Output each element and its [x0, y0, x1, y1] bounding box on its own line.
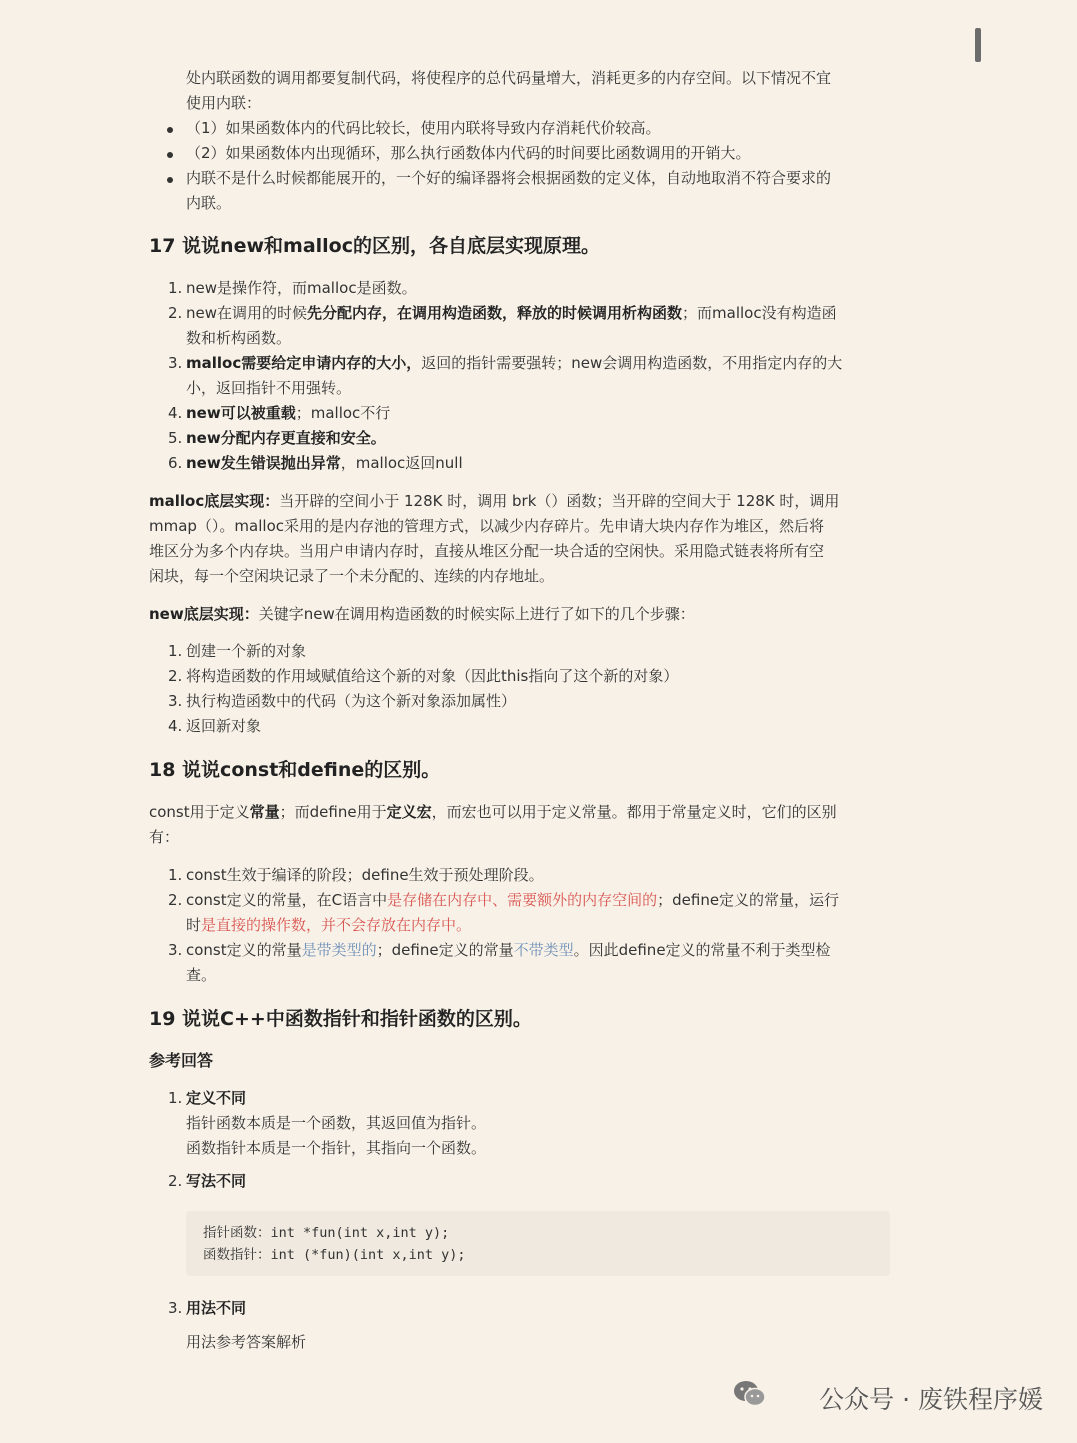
list-number: 1.: [168, 642, 183, 660]
q18-item-2-line-1: const定义的常量，在C语言中是存储在内存中、需要额外的内存空间的；define定义的常量，运行: [186, 891, 840, 909]
new-step-4: 返回新对象: [186, 717, 262, 735]
list-number: 3.: [168, 941, 183, 959]
q17-item-5: new分配内存更直接和安全。: [186, 429, 386, 447]
q17-item-1: new是操作符，而malloc是函数。: [186, 279, 417, 297]
list-number: 4.: [168, 717, 183, 735]
q19-section-1-title: 定义不同: [186, 1089, 247, 1107]
code-block: [186, 1211, 890, 1276]
bullet-dot: [167, 127, 173, 133]
malloc-impl-line-3: 堆区分为多个内存块。当用户申请内存时，直接从堆区分配一块合适的空闲快。采用隐式链表将所有空: [149, 542, 825, 560]
bullet-dot: [167, 177, 173, 183]
q19-section-3-line-1: 用法参考答案解析: [186, 1333, 307, 1351]
malloc-impl-line-2: mmap（）。malloc采用的是内存池的管理方式，以减少内存碎片。先申请大块内存作为堆区，然后将: [149, 517, 825, 535]
q19-section-1-line-1: 指针函数本质是一个函数，其返回值为指针。: [186, 1114, 487, 1132]
intro-bullet-3-line-1: 内联不是什么时候都能展开的，一个好的编译器将会根据函数的定义体，自动地取消不符合要求的: [186, 169, 832, 187]
list-number: 2.: [168, 1172, 183, 1190]
code-line-2: 函数指针：int (*fun)(int x,int y);: [203, 1247, 466, 1263]
new-step-1: 创建一个新的对象: [186, 642, 307, 660]
q19-heading: 19 说说C++中函数指针和指针函数的区别。: [149, 1008, 532, 1030]
intro-bullet-3-line-2: 内联。: [186, 194, 232, 212]
q17-item-3-line-2: 小，返回指针不用强转。: [186, 379, 352, 397]
new-step-3: 执行构造函数中的代码（为这个新对象添加属性）: [186, 692, 517, 710]
bullet-dot: [167, 152, 173, 158]
intro-line-2: 使用内联：: [186, 94, 262, 112]
watermark-text: 公众号 · 废铁程序媛: [819, 1385, 1043, 1414]
q17-item-6: new发生错误抛出异常，malloc返回null: [186, 454, 463, 472]
intro-bullet-1: （1）如果函数体内的代码比较长，使用内联将导致内存消耗代价较高。: [186, 119, 661, 137]
q17-heading: 17 说说new和malloc的区别，各自底层实现原理。: [149, 235, 600, 257]
malloc-impl-line-4: 闲块，每一个空闲块记录了一个未分配的、连续的内存地址。: [149, 567, 555, 585]
q18-item-3-line-2: 查。: [186, 966, 217, 984]
q18-item-3-line-1: const定义的常量是带类型的；define定义的常量不带类型。因此define定义的常量不利于类型检: [186, 941, 831, 959]
new-step-2: 将构造函数的作用域赋值给这个新的对象（因此this指向了这个新的对象）: [186, 667, 679, 685]
list-number: 3.: [168, 354, 183, 372]
q18-heading: 18 说说const和define的区别。: [149, 759, 441, 781]
intro-bullet-2: （2）如果函数体内出现循环，那么执行函数体内代码的时间要比函数调用的开销大。: [186, 144, 751, 162]
list-number: 2.: [168, 667, 183, 685]
q17-item-4: new可以被重载；malloc不行: [186, 404, 391, 422]
q19-section-2-title: 写法不同: [186, 1172, 247, 1190]
q18-intro-line-1: const用于定义常量；而define用于定义宏，而宏也可以用于定义常量。都用于常量定义时，它们的区别: [149, 803, 837, 821]
list-number: 5.: [168, 429, 183, 447]
list-number: 3.: [168, 1299, 183, 1317]
q17-item-2-line-1: new在调用的时候先分配内存，在调用构造函数，释放的时候调用析构函数；而malloc没有构造函: [186, 304, 837, 322]
list-number: 1.: [168, 1089, 183, 1107]
malloc-impl-line-1: malloc底层实现：当开辟的空间小于 128K 时，调用 brk（）函数；当开辟的空间大于 128K 时，调用: [149, 492, 840, 510]
q19-section-3-title: 用法不同: [186, 1299, 247, 1317]
list-number: 2.: [168, 304, 183, 322]
new-impl-line: new底层实现：关键字new在调用构造函数的时候实际上进行了如下的几个步骤：: [149, 605, 695, 623]
q18-item-1: const生效于编译的阶段；define生效于预处理阶段。: [186, 866, 544, 884]
wechat-icon: [733, 1379, 767, 1409]
scrollbar-thumb[interactable]: [975, 28, 981, 62]
list-number: 2.: [168, 891, 183, 909]
code-line-1: 指针函数：int *fun(int x,int y);: [203, 1225, 450, 1241]
list-number: 1.: [168, 279, 183, 297]
intro-line-1: 处内联函数的调用都要复制代码，将使程序的总代码量增大，消耗更多的内存空间。以下情况不宜: [186, 69, 832, 87]
list-number: 3.: [168, 692, 183, 710]
list-number: 1.: [168, 866, 183, 884]
list-number: 6.: [168, 454, 183, 472]
q18-intro-line-2: 有：: [149, 828, 180, 846]
reference-answer-heading: 参考回答: [149, 1051, 214, 1070]
list-number: 4.: [168, 404, 183, 422]
q17-item-3-line-1: malloc需要给定申请内存的大小，返回的指针需要强转；new会调用构造函数，不用指定内存的大: [186, 354, 843, 372]
q17-item-2-line-2: 数和析构函数。: [186, 329, 292, 347]
q19-section-1-line-2: 函数指针本质是一个指针，其指向一个函数。: [186, 1139, 487, 1157]
q18-item-2-line-2: 时是直接的操作数，并不会存放在内存中。: [186, 916, 472, 934]
